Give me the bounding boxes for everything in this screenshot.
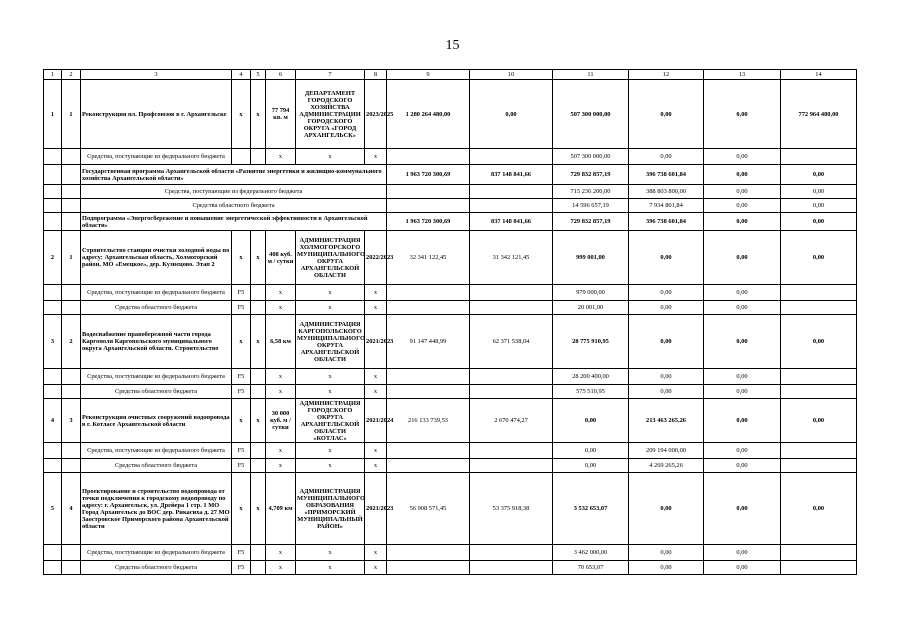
cell: 0,00: [553, 443, 629, 459]
cell: [781, 561, 857, 575]
header-cell: 5: [251, 70, 266, 80]
cell: 56 908 571,45: [387, 473, 470, 545]
cell: 0,00: [781, 165, 857, 185]
cell: х: [266, 545, 296, 561]
cell: 2 670 474,27: [470, 399, 553, 443]
cell: АДМИНИСТРАЦИЯ ХОЛМОГОРСКОГО МУНИЦИПАЛЬНОГО ОКРУГА АРХАНГЕЛЬСКОЙ ОБЛАСТИ: [296, 231, 365, 285]
cell: х: [365, 285, 387, 301]
cell: [470, 369, 553, 385]
cell: Водоснабжение правобережной части города Каргополя Каргопольского муниципального округа Архангельской области. Строительство: [81, 315, 232, 369]
cell: х: [365, 385, 387, 399]
cell: [251, 369, 266, 385]
cell: 507 300 000,00: [553, 80, 629, 149]
header-cell: 2: [62, 70, 81, 80]
cell: [781, 545, 857, 561]
header-cell: 13: [704, 70, 781, 80]
budget-table: [43, 69, 857, 575]
header-cell: 8: [365, 70, 387, 80]
cell: 216 133 739,53: [387, 399, 470, 443]
table-row: [44, 561, 857, 575]
cell: 2022/2023: [365, 231, 387, 285]
cell: Проектирование и строительство водопровода от точки подключения к городскому водопроводу по адресу: г. Архангельск, ул. Дрейера 1 стр. 1 МО Город Архангельск до ВОС дер. Рикасиха д. 27 МО Заостровское Приморского района Архангельской области: [81, 473, 232, 545]
cell: [470, 199, 553, 213]
cell: 0,00: [704, 561, 781, 575]
table-row: [44, 285, 857, 301]
cell: 4 269 265,26: [629, 459, 704, 473]
cell: х: [365, 149, 387, 165]
table-row: [44, 199, 857, 213]
cell: 0,00: [704, 545, 781, 561]
cell: 28 200 400,00: [553, 369, 629, 385]
cell: 729 832 857,19: [553, 213, 629, 231]
cell: [44, 459, 62, 473]
cell: 213 463 265,26: [629, 399, 704, 443]
cell: [44, 285, 62, 301]
cell: [251, 443, 266, 459]
cell: F5: [232, 385, 251, 399]
cell: [44, 443, 62, 459]
cell: [44, 149, 62, 165]
cell: 3: [44, 315, 62, 369]
header-cell: 11: [553, 70, 629, 80]
cell: х: [251, 473, 266, 545]
cell: [62, 545, 81, 561]
cell: х: [296, 561, 365, 575]
cell: Средства, поступающие из федерального бюджета: [81, 185, 387, 199]
table-row: [44, 231, 857, 285]
cell: Строительство станции очистки холодной воды по адресу: Архангельская область, Холмогорский район, МО «Емецкое», дер. Кузнецово. Этап 2: [81, 231, 232, 285]
cell: 1 963 720 300,69: [387, 213, 470, 231]
cell: Государственная программа Архангельской области «Развитие энергетики и жилищно-коммунального хозяйства Архангельской области»: [81, 165, 387, 185]
cell: [62, 165, 81, 185]
cell: 0,00: [470, 80, 553, 149]
table-row: [44, 165, 857, 185]
cell: х: [365, 459, 387, 473]
table-row: [44, 459, 857, 473]
cell: 6,58 км: [266, 315, 296, 369]
cell: [62, 369, 81, 385]
cell: [387, 561, 470, 575]
cell: 0,00: [781, 473, 857, 545]
cell: [44, 369, 62, 385]
cell: [232, 149, 251, 165]
cell: 14 596 657,19: [553, 199, 629, 213]
cell: [781, 285, 857, 301]
cell: х: [266, 385, 296, 399]
cell: х: [365, 301, 387, 315]
cell: 0,00: [781, 199, 857, 213]
cell: 53 375 918,38: [470, 473, 553, 545]
cell: Средства, поступающие из федерального бюджета: [81, 285, 232, 301]
cell: 0,00: [704, 399, 781, 443]
cell: [62, 385, 81, 399]
cell: 0,00: [629, 301, 704, 315]
cell: [387, 185, 470, 199]
cell: 0,00: [704, 149, 781, 165]
cell: [251, 285, 266, 301]
cell: 0,00: [629, 285, 704, 301]
cell: [781, 301, 857, 315]
cell: [470, 561, 553, 575]
cell: х: [365, 545, 387, 561]
cell: х: [266, 369, 296, 385]
cell: [387, 459, 470, 473]
cell: 388 803 800,00: [629, 185, 704, 199]
cell: [44, 561, 62, 575]
cell: [470, 285, 553, 301]
cell: 0,00: [629, 385, 704, 399]
cell: [387, 369, 470, 385]
cell: х: [296, 369, 365, 385]
cell: АДМИНИСТРАЦИЯ МУНИЦИПАЛЬНОГО ОБРАЗОВАНИЯ «ПРИМОРСКИЙ МУНИЦИПАЛЬНЫЙ РАЙОН»: [296, 473, 365, 545]
cell: [62, 301, 81, 315]
cell: 1 963 720 300,69: [387, 165, 470, 185]
cell: 0,00: [704, 315, 781, 369]
cell: 2023/2025: [365, 80, 387, 149]
cell: Реконструкция очистных сооружений водопровода в г. Котласе Архангельской области: [81, 399, 232, 443]
cell: 0,00: [704, 385, 781, 399]
cell: 62 371 538,04: [470, 315, 553, 369]
cell: 0,00: [704, 165, 781, 185]
cell: х: [296, 443, 365, 459]
cell: АДМИНИСТРАЦИЯ ГОРОДСКОГО ОКРУГА АРХАНГЕЛЬСКОЙ ОБЛАСТИ «КОТЛАС»: [296, 399, 365, 443]
cell: Средства, поступающие из федерального бюджета: [81, 149, 232, 165]
cell: [781, 369, 857, 385]
cell: 4: [44, 399, 62, 443]
cell: 0,00: [704, 80, 781, 149]
cell: 0,00: [704, 459, 781, 473]
cell: 0,00: [704, 473, 781, 545]
cell: Реконструкция пл. Профсоюзов в г. Архангельске: [81, 80, 232, 149]
cell: F5: [232, 459, 251, 473]
cell: х: [365, 443, 387, 459]
cell: 3: [62, 399, 81, 443]
cell: [251, 385, 266, 399]
header-cell: 7: [296, 70, 365, 80]
table-row: [44, 213, 857, 231]
cell: х: [296, 385, 365, 399]
header-cell: 6: [266, 70, 296, 80]
cell: 507 300 000,00: [553, 149, 629, 165]
cell: 0,00: [704, 199, 781, 213]
cell: 396 738 601,84: [629, 165, 704, 185]
cell: [251, 561, 266, 575]
cell: 91 147 448,99: [387, 315, 470, 369]
cell: 0,00: [553, 399, 629, 443]
cell: 1: [62, 231, 81, 285]
cell: [387, 545, 470, 561]
cell: х: [251, 315, 266, 369]
cell: 209 194 000,00: [629, 443, 704, 459]
table-row: [44, 80, 857, 149]
cell: 0,00: [781, 185, 857, 199]
cell: F5: [232, 301, 251, 315]
cell: 4: [62, 473, 81, 545]
cell: [470, 545, 553, 561]
header-cell: 12: [629, 70, 704, 80]
cell: 3 532 653,07: [553, 473, 629, 545]
cell: F5: [232, 561, 251, 575]
cell: 396 738 601,84: [629, 213, 704, 231]
cell: х: [232, 80, 251, 149]
cell: [470, 459, 553, 473]
cell: х: [365, 561, 387, 575]
cell: х: [266, 149, 296, 165]
cell: 979 000,00: [553, 285, 629, 301]
cell: х: [296, 301, 365, 315]
cell: 3 462 000,00: [553, 545, 629, 561]
cell: [387, 443, 470, 459]
table-row: [44, 149, 857, 165]
cell: 0,00: [629, 315, 704, 369]
cell: F5: [232, 443, 251, 459]
cell: [781, 443, 857, 459]
cell: [251, 149, 266, 165]
cell: 0,00: [553, 459, 629, 473]
cell: Средства областного бюджета: [81, 301, 232, 315]
cell: х: [232, 473, 251, 545]
cell: F5: [232, 545, 251, 561]
header-cell: 9: [387, 70, 470, 80]
cell: 0,00: [781, 213, 857, 231]
cell: 2021/2024: [365, 399, 387, 443]
cell: 0,00: [629, 545, 704, 561]
cell: х: [296, 149, 365, 165]
header-cell: 4: [232, 70, 251, 80]
cell: [387, 149, 470, 165]
cell: [781, 459, 857, 473]
cell: х: [266, 459, 296, 473]
cell: х: [251, 80, 266, 149]
cell: 20 001,00: [553, 301, 629, 315]
table-row: [44, 385, 857, 399]
cell: Средства областного бюджета: [81, 459, 232, 473]
table-row: [44, 399, 857, 443]
table-row: [44, 301, 857, 315]
cell: [44, 301, 62, 315]
cell: [387, 301, 470, 315]
cell: [470, 301, 553, 315]
header-cell: 10: [470, 70, 553, 80]
cell: х: [232, 399, 251, 443]
header-cell: 3: [81, 70, 232, 80]
cell: 0,00: [781, 315, 857, 369]
cell: [251, 459, 266, 473]
cell: [44, 385, 62, 399]
cell: 0,00: [781, 399, 857, 443]
cell: 0,00: [629, 473, 704, 545]
cell: F5: [232, 285, 251, 301]
cell: Средства, поступающие из федерального бюджета: [81, 443, 232, 459]
cell: 32 341 122,45: [387, 231, 470, 285]
cell: 0,00: [629, 561, 704, 575]
page-number: 15: [445, 38, 460, 53]
cell: Средства, поступающие из федерального бюджета: [81, 369, 232, 385]
cell: Средства областного бюджета: [81, 561, 232, 575]
table-row: [44, 185, 857, 199]
cell: х: [296, 545, 365, 561]
cell: 575 510,95: [553, 385, 629, 399]
cell: 837 148 841,66: [470, 165, 553, 185]
cell: [62, 561, 81, 575]
cell: [387, 385, 470, 399]
cell: 2021/2023: [365, 473, 387, 545]
cell: 5: [44, 473, 62, 545]
cell: [251, 301, 266, 315]
cell: 1: [62, 80, 81, 149]
cell: х: [251, 231, 266, 285]
cell: [44, 165, 62, 185]
cell: [44, 545, 62, 561]
cell: [251, 545, 266, 561]
cell: ДЕПАРТАМЕНТ ГОРОДСКОГО ХОЗЯЙСТВА АДМИНИСТРАЦИИ ГОРОДСКОГО ОКРУГА «ГОРОД АРХАНГЕЛЬСК»: [296, 80, 365, 149]
cell: 0,00: [629, 80, 704, 149]
cell: 999 001,00: [553, 231, 629, 285]
cell: [62, 185, 81, 199]
cell: 837 148 841,66: [470, 213, 553, 231]
cell: 0,00: [704, 443, 781, 459]
cell: 0,00: [704, 213, 781, 231]
table-row: [44, 545, 857, 561]
cell: [44, 213, 62, 231]
cell: [62, 213, 81, 231]
cell: х: [251, 399, 266, 443]
header-cell: 1: [44, 70, 62, 80]
cell: х: [266, 285, 296, 301]
table-row: [44, 473, 857, 545]
cell: 28 775 910,95: [553, 315, 629, 369]
cell: 0,00: [629, 149, 704, 165]
cell: АДМИНИСТРАЦИЯ КАРГОПОЛЬСКОГО МУНИЦИПАЛЬНОГО ОКРУГА АРХАНГЕЛЬСКОЙ ОБЛАСТИ: [296, 315, 365, 369]
cell: 772 964 480,00: [781, 80, 857, 149]
cell: F5: [232, 369, 251, 385]
cell: 0,00: [704, 231, 781, 285]
cell: Подпрограмма «Энергосбережение и повышение энергетической эффективности в Архангельской области»: [81, 213, 387, 231]
cell: 0,00: [629, 231, 704, 285]
cell: [44, 185, 62, 199]
cell: [62, 443, 81, 459]
cell: х: [296, 285, 365, 301]
table-header-row: [44, 70, 857, 80]
cell: 7 934 801,84: [629, 199, 704, 213]
cell: х: [365, 369, 387, 385]
cell: 0,00: [704, 285, 781, 301]
cell: [62, 459, 81, 473]
cell: 0,00: [704, 301, 781, 315]
cell: 70 653,07: [553, 561, 629, 575]
cell: [781, 149, 857, 165]
cell: Средства областного бюджета: [81, 199, 387, 213]
cell: 408 куб. м / сутки: [266, 231, 296, 285]
cell: 0,00: [704, 369, 781, 385]
cell: 31 342 121,45: [470, 231, 553, 285]
cell: 0,00: [704, 185, 781, 199]
table-row: [44, 443, 857, 459]
cell: 1: [44, 80, 62, 149]
cell: Средства областного бюджета: [81, 385, 232, 399]
cell: [781, 385, 857, 399]
cell: 2: [62, 315, 81, 369]
table-row: [44, 369, 857, 385]
cell: х: [266, 301, 296, 315]
cell: 30 000 куб. м / сутки: [266, 399, 296, 443]
cell: [62, 285, 81, 301]
cell: 0,00: [629, 369, 704, 385]
cell: [470, 443, 553, 459]
cell: х: [232, 231, 251, 285]
cell: 77 794 кв. м: [266, 80, 296, 149]
cell: х: [266, 443, 296, 459]
cell: х: [266, 561, 296, 575]
cell: Средства, поступающие из федерального бюджета: [81, 545, 232, 561]
cell: 715 236 200,00: [553, 185, 629, 199]
cell: 1 280 264 480,00: [387, 80, 470, 149]
cell: [44, 199, 62, 213]
cell: 0,00: [781, 231, 857, 285]
cell: х: [296, 459, 365, 473]
cell: [470, 149, 553, 165]
table-row: [44, 315, 857, 369]
header-cell: 14: [781, 70, 857, 80]
cell: 729 832 857,19: [553, 165, 629, 185]
cell: [470, 185, 553, 199]
cell: 4,709 км: [266, 473, 296, 545]
cell: [387, 285, 470, 301]
cell: 2021/2023: [365, 315, 387, 369]
cell: 2: [44, 231, 62, 285]
cell: [62, 149, 81, 165]
cell: х: [232, 315, 251, 369]
cell: [62, 199, 81, 213]
cell: [387, 199, 470, 213]
cell: [470, 385, 553, 399]
